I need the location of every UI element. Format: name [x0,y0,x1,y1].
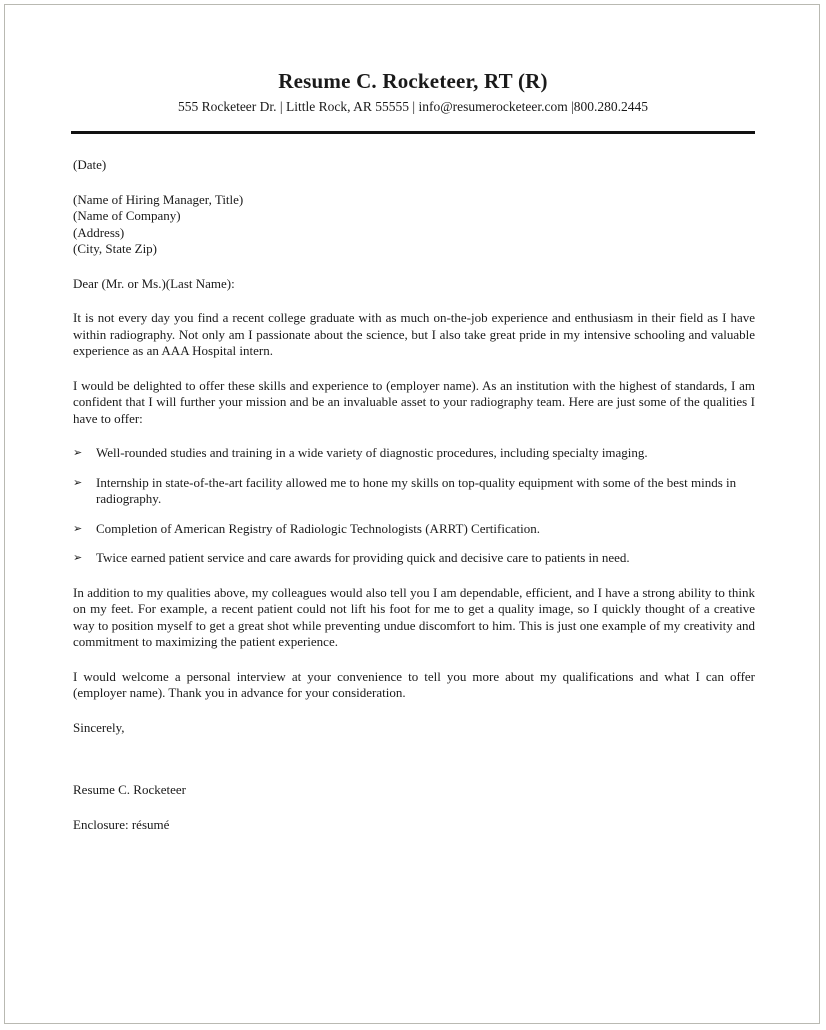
letter-body [73,157,755,833]
recipient-block [73,192,755,258]
list-item-text: Internship in state-of-the-art facility allowed me to hone my skills on top-quality equipment with some of the best minds in radiography. [96,474,737,506]
recipient-name-line: (Name of Hiring Manager, Title) [73,191,244,207]
date-line: (Date) [73,157,107,172]
recipient-city-line: (City, State Zip) [73,241,158,256]
list-item-text: Twice earned patient service and care awards for providing quick and decisive care to patients in need. [96,550,630,565]
arrow-bullet-icon: ➢ [73,446,83,459]
applicant-name: Resume C. Rocketeer, RT (R) [278,69,548,93]
arrow-bullet-icon: ➢ [73,521,83,535]
list-item [73,445,755,462]
recipient-address-line: (Address) [73,224,125,240]
signature-name: Resume C. Rocketeer [73,782,186,797]
list-item-text: Well-rounded studies and training in a wide variety of diagnostic procedures, including specialty imaging. [96,445,648,460]
arrow-bullet-icon: ➢ [73,475,83,489]
recipient-company-line: (Name of Company) [73,208,181,223]
paragraph-closing: I would welcome a personal interview at your convenience to tell you more about my qualifications and what I can offer (employer name). Thank you in advance for your consideration. [73,668,755,700]
complimentary-close: Sincerely, [73,719,125,735]
list-item-text: Completion of American Registry of Radiologic Technologists (ARRT) Certification. [96,520,540,536]
letterhead [0,68,826,116]
list-item [73,521,755,538]
list-item [73,475,755,508]
paragraph-offer: I would be delighted to offer these skills and experience to (employer name). As an institution with the highest of standards, I am confident that I will further your mission and be an invaluable asset to your radiography team. Here are just some of the qualities I have to offer: [73,377,755,426]
paragraph-intro: It is not every day you find a recent college graduate with as much on-the-job experience and enthusiasm in their field as I have within radiography. Not only am I passionate about the science, but I also take great pride in my intensive schooling and valuable experience as an AAA Hospital intern. [73,310,755,358]
arrow-bullet-icon: ➢ [73,551,83,564]
paragraph-qualities: In addition to my qualities above, my colleagues would also tell you I am dependable, efficient, and I have a strong ability to think on my feet. For example, a recent patient could not lift his foot for me to get a quality image, so I quickly thought of a creative way to position myself to get a great shot while preventing undue discomfort to him. This is just one example of my creativity and commitment to maximizing the patient experience. [73,584,755,649]
enclosure-line: Enclosure: résumé [73,816,170,832]
header-divider [71,131,755,134]
salutation: Dear (Mr. or Ms.)(Last Name): [73,275,235,291]
list-item [73,550,755,567]
contact-line: 555 Rocketeer Dr. | Little Rock, AR 55555 | info@resumerocketeer.com |800.280.2445 [177,99,649,114]
qualities-list [73,445,755,567]
